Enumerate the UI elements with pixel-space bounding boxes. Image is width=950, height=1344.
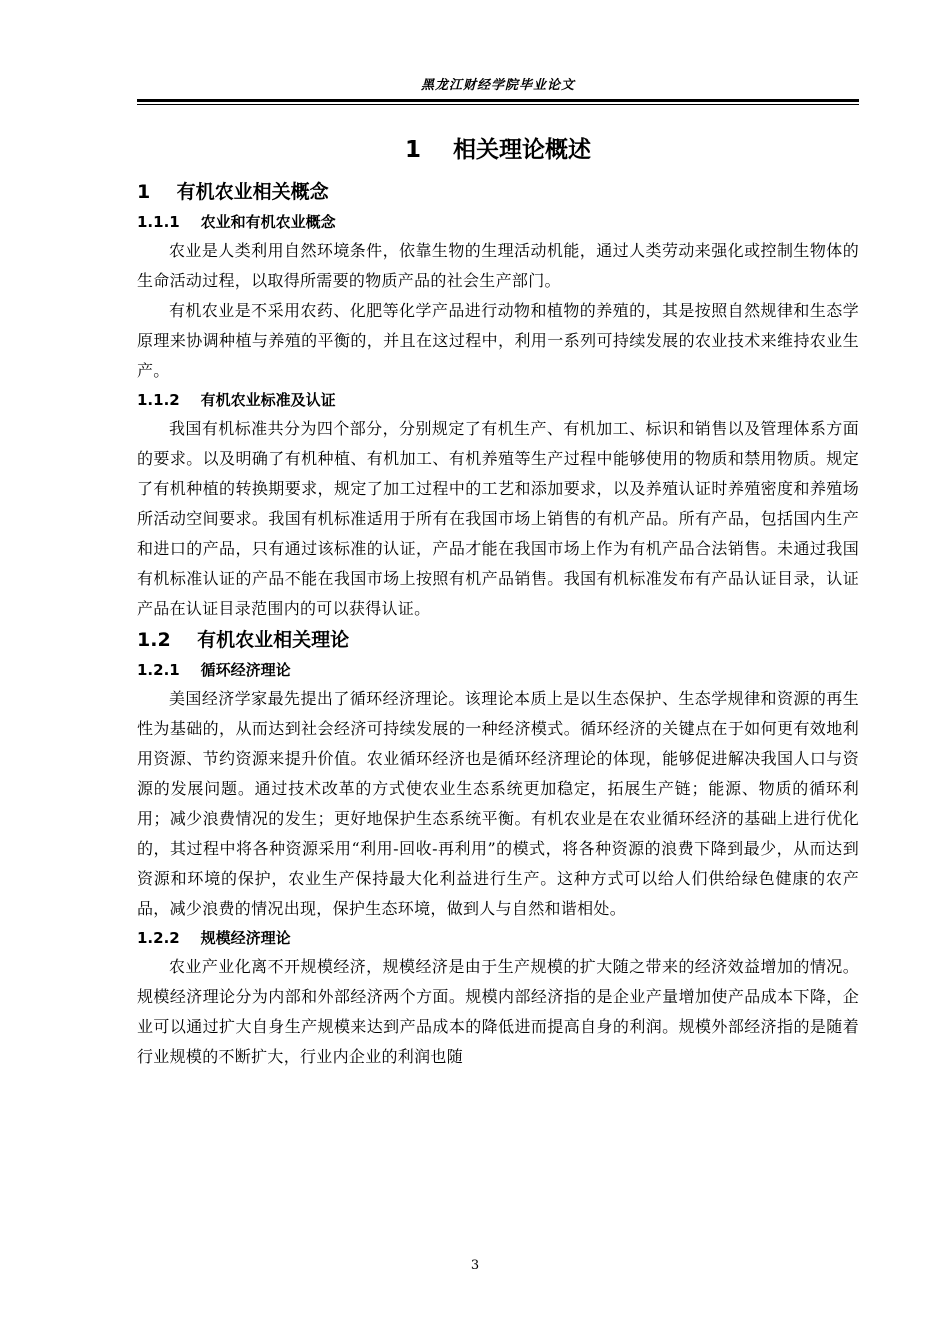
running-header: 黑龙江财经学院毕业论文 xyxy=(420,78,575,93)
subsection-title-1-1-2: 1.1.2 有机农业标准及认证 xyxy=(137,391,336,409)
paragraph: 我国有机标准共分为四个部分，分别规定了有机生产、有机加工、标识和销售以及管理体系方面的要求。以及明确了有机种植、有机加工、有机养殖等生产过程中能够使用的物质和禁用物质。规定了有机种植的转换期要求，规定了加工过程中的工艺和添加要求，以及养殖认证时养殖密度和养殖场所活动空间要求。我国有机标准适用于所有在我国市场上销售的有机产品。所有产品，包括国内生产和进口的产品，只有通过该标准的认证，产品才能在我国市场上作为有机产品合法销售。未通过我国有机标准认证的产品不能在我国市场上按照有机产品销售。我国有机标准发布有产品认证目录，认证产品在认证目录范围内的可以获得认证。 xyxy=(137,419,859,618)
page-body xyxy=(137,130,859,1072)
subsection-title-1-1-1: 1.1.1 农业和有机农业概念 xyxy=(137,213,336,231)
paragraph: 农业产业化离不开规模经济，规模经济是由于生产规模的扩大随之带来的经济效益增加的情况。规模经济理论分为内部和外部经济两个方面。规模内部经济指的是企业产量增加使产品成本下降，企业可以通过扩大自身生产规模来达到产品成本的降低进而提高自身的利润。规模外部经济指的是随着行业规模的不断扩大，行业内企业的利润也随 xyxy=(137,957,859,1066)
section-title-1-2: 1.2 有机农业相关理论 xyxy=(137,629,350,651)
subsection-title-1-2-1: 1.2.1 循环经济理论 xyxy=(137,661,291,679)
chapter-title: 1 相关理论概述 xyxy=(404,137,592,163)
subsection-title-1-2-2: 1.2.2 规模经济理论 xyxy=(137,929,291,947)
header-rule-thin xyxy=(137,104,859,105)
paragraph: 农业是人类利用自然环境条件，依靠生物的生理活动机能，通过人类劳动来强化或控制生物体的生命活动过程，以取得所需要的物质产品的社会生产部门。 xyxy=(137,241,859,290)
paragraph: 有机农业是不采用农药、化肥等化学产品进行动物和植物的养殖的，其是按照自然规律和生态学原理来协调种植与养殖的平衡的，并且在这过程中，利用一系列可持续发展的农业技术来维持农业生产。 xyxy=(137,301,859,380)
header-rule-thick xyxy=(137,99,859,102)
section-title-1: 1 有机农业相关概念 xyxy=(137,181,329,203)
paragraph: 美国经济学家最先提出了循环经济理论。该理论本质上是以生态保护、生态学规律和资源的再生性为基础的，从而达到社会经济可持续发展的一种经济模式。循环经济的关键点在于如何更有效地利用资源、节约资源来提升价值。农业循环经济也是循环经济理论的体现，能够促进解决我国人口与资源的发展问题。通过技术改革的方式使农业生态系统更加稳定，拓展生产链；能源、物质的循环利用；减少浪费情况的发生；更好地保护生态系统平衡。有机农业是在农业循环经济的基础上进行优化的，其过程中将各种资源采用“利用-回收-再利用”的模式，将各种资源的浪费下降到最少，从而达到资源和环境的保护，农业生产保持最大化利益进行生产。这种方式可以给人们供给绿色健康的农产品，减少浪费的情况出现，保护生态环境，做到人与自然和谐相处。 xyxy=(137,689,859,918)
page-number: 3 xyxy=(470,1258,480,1273)
